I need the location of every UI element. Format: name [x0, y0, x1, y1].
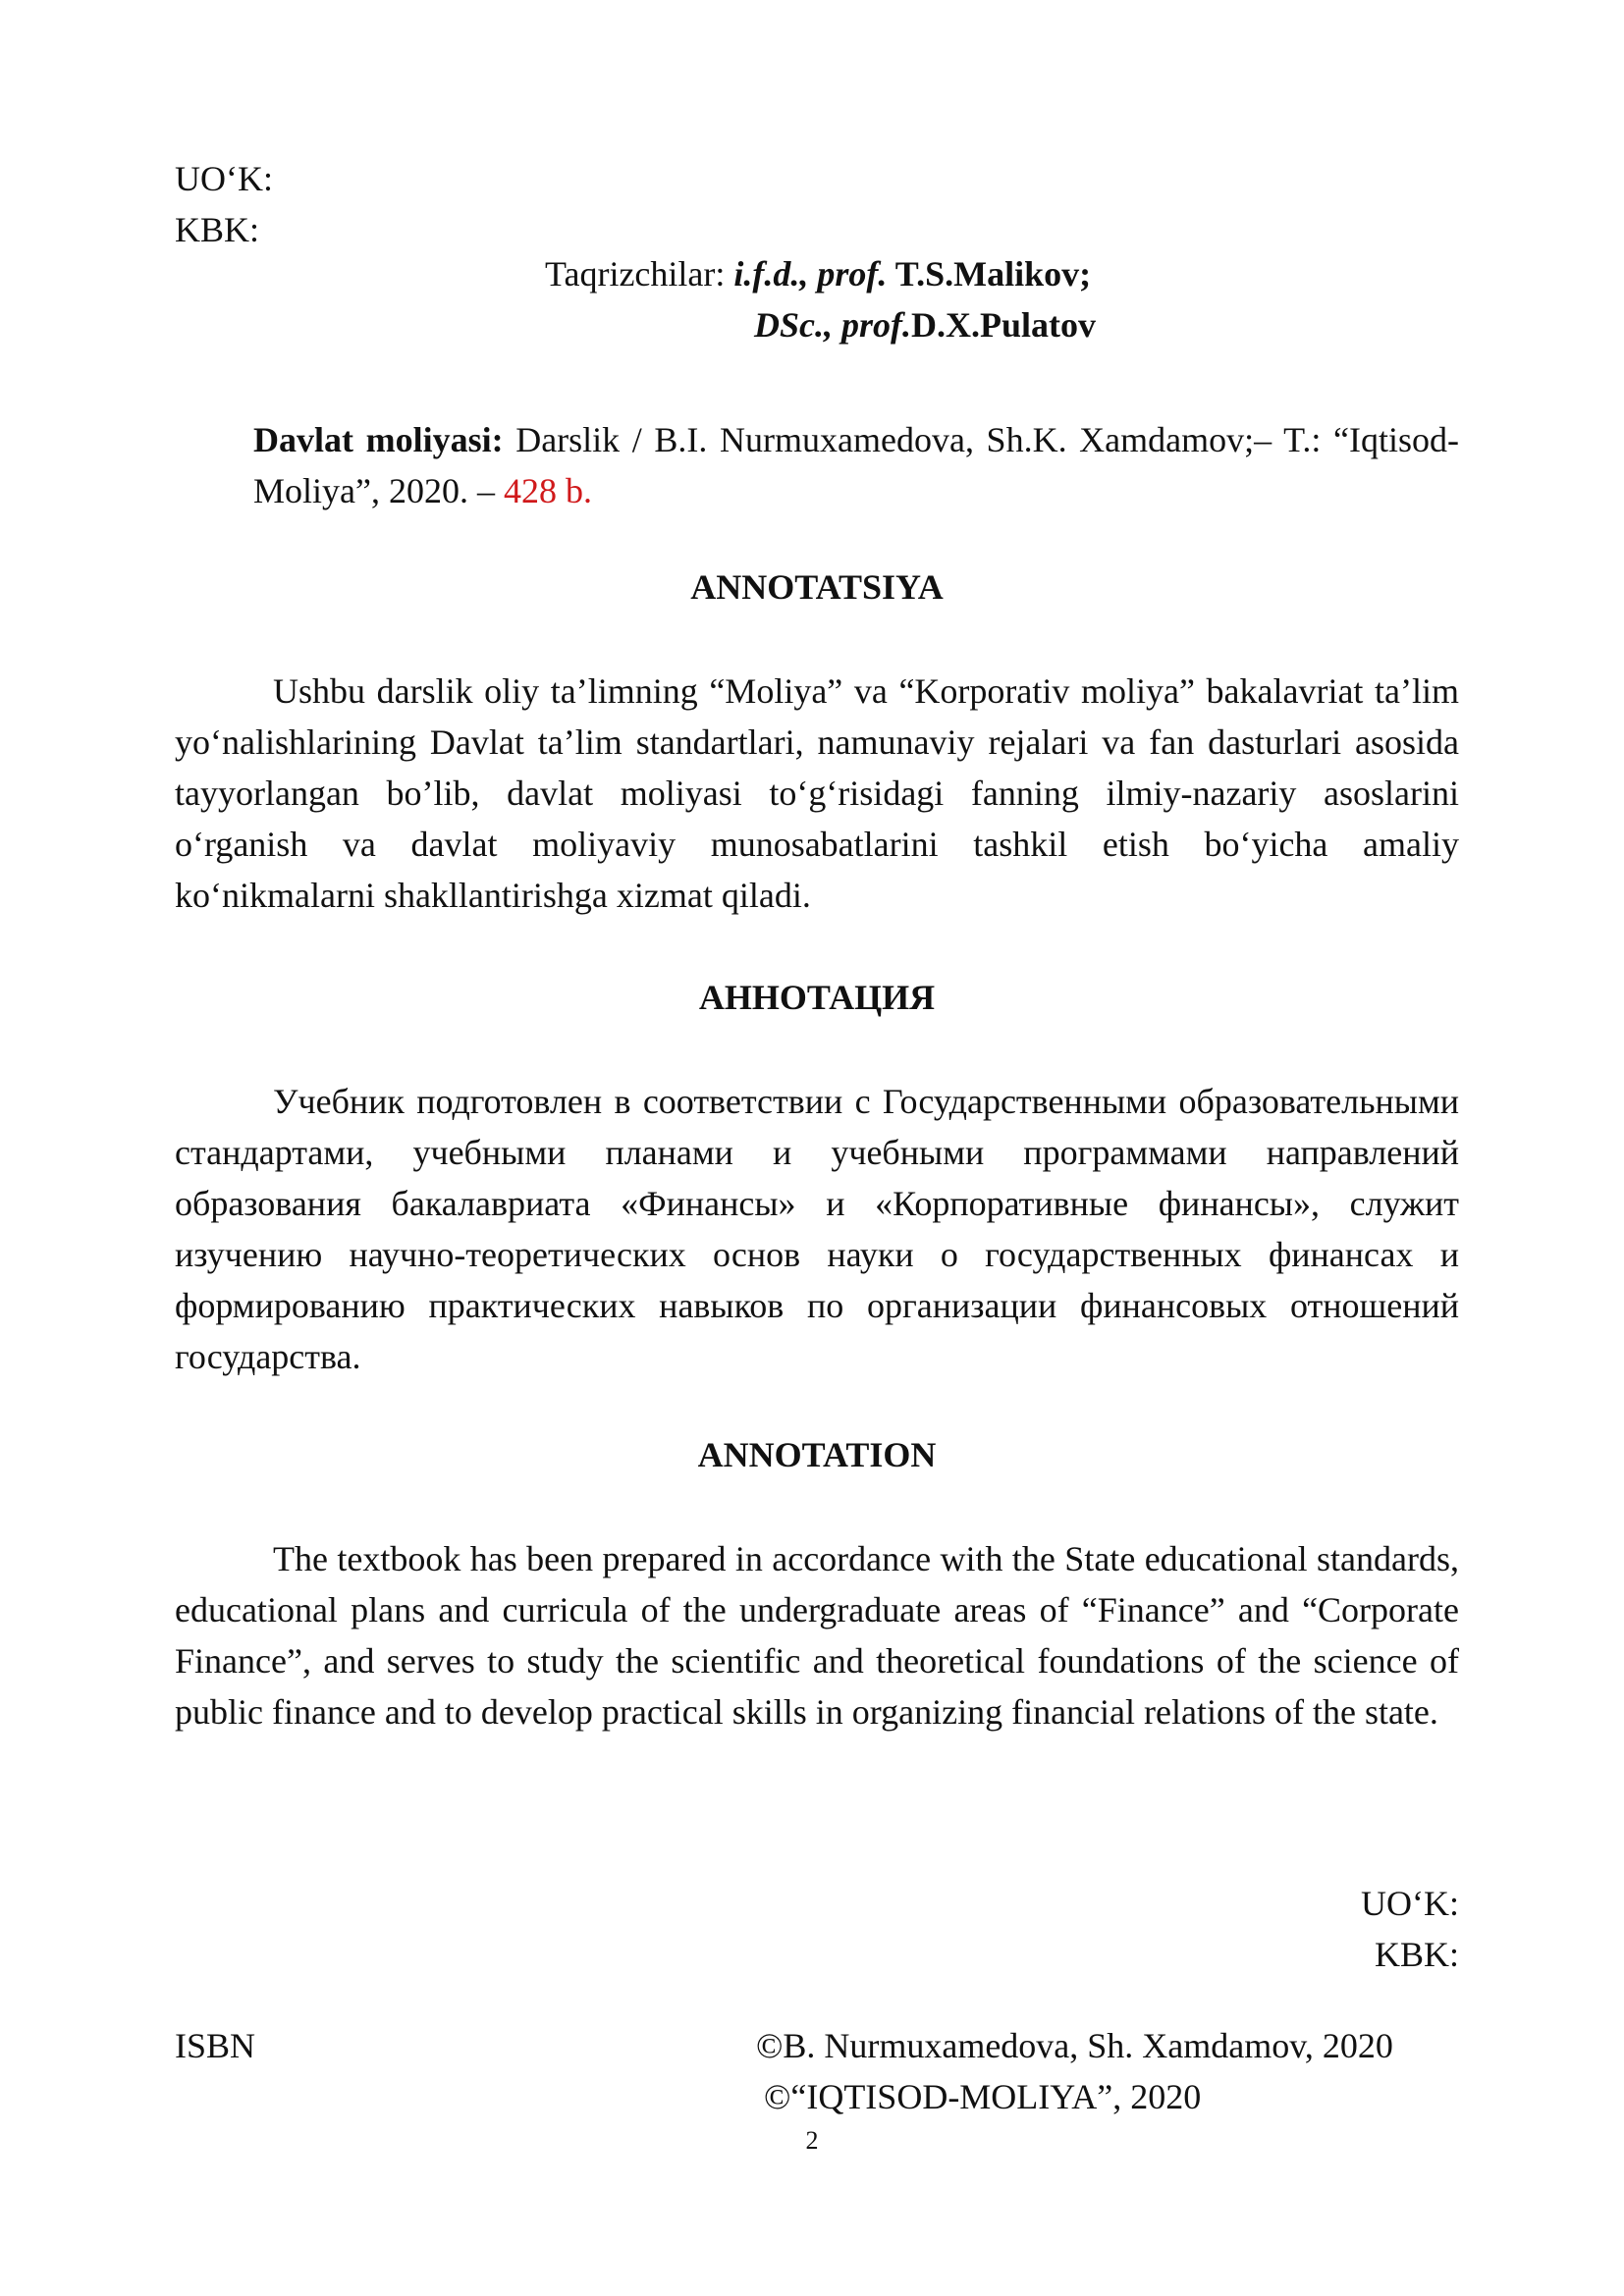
reviewers-label: Taqrizchilar: [545, 254, 734, 294]
reviewer-line-2 [545, 299, 1232, 350]
citation-title: Davlat moliyasi: [253, 420, 504, 459]
udk-label-bottom: UO‘K: [1361, 1884, 1459, 1923]
reviewers-block [545, 248, 1232, 350]
citation-details: Darslik / B.I. Nurmuxamedova, Sh.K. Xamdamov;– T.: “Iqtisod-Moliya”, 2020. – [253, 420, 1459, 510]
page-number: 2 [805, 2126, 819, 2155]
annotation-uz-heading: ANNOTATSIYA [690, 567, 944, 607]
reviewer-line-1 [545, 248, 1232, 299]
copyright-authors: ©B. Nurmuxamedova, Sh. Xamdamov, 2020 [756, 2026, 1393, 2065]
reviewer-1-name: T.S.Malikov; [887, 254, 1092, 294]
annotation-ru-text: Учебник подготовлен в соответствии с Государственными образовательными стандартами, учебными планами и учебными программами направлений образования бакалавриата «Финансы» и «Корпоративные финансы», служит изучению научно-теоретических основ науки о государственных финансах и формированию практических навыков по организации финансовых отношений государства. [175, 1082, 1459, 1376]
bibliographic-citation [253, 414, 1459, 516]
copyright-block [756, 2020, 1463, 2122]
udk-block-bottom [1361, 1878, 1459, 1980]
reviewer-2-name: D.X.Pulatov [911, 305, 1096, 345]
reviewer-1-degree: i.f.d., prof. [733, 254, 888, 294]
citation-pages: 428 b. [503, 471, 592, 510]
udk-label: UO‘K: [175, 159, 273, 198]
reviewer-2-degree: DSc., prof. [754, 305, 911, 345]
annotation-ru-heading: АННОТАЦИЯ [698, 978, 936, 1017]
copyright-publisher: ©“IQTISOD-MOLIYA”, 2020 [764, 2077, 1202, 2116]
udk-block [175, 153, 273, 255]
isbn-label: ISBN [175, 2026, 256, 2065]
annotation-en-text: The textbook has been prepared in accordance with the State educational standards, educational plans and curricula of the undergraduate areas of “Finance” and “Corporate Finance”, and serves to study the scientific and theoretical foundations of the science of public finance and to develop practical skills in organizing financial relations of the state. [175, 1539, 1459, 1732]
annotation-en-heading: ANNOTATION [697, 1435, 937, 1474]
kbk-label-bottom: KBK: [1374, 1935, 1459, 1974]
kbk-label: KBK: [175, 210, 260, 249]
annotation-uz-text: Ushbu darslik oliy ta’limning “Moliya” va “Korporativ moliya” bakalavriat ta’lim yo‘nalishlarining Davlat ta’lim standartlari, namunaviy rejalari va fan dasturlari asosida tayyorlangan bo’lib, davlat moliyasi to‘g‘risidagi fanning ilmiy-nazariy asoslarini o‘rganish va davlat moliyaviy munosabatlarini tashkil etish bo‘yicha amaliy ko‘nikmalarni shakllantirishga xizmat qiladi. [175, 671, 1459, 915]
